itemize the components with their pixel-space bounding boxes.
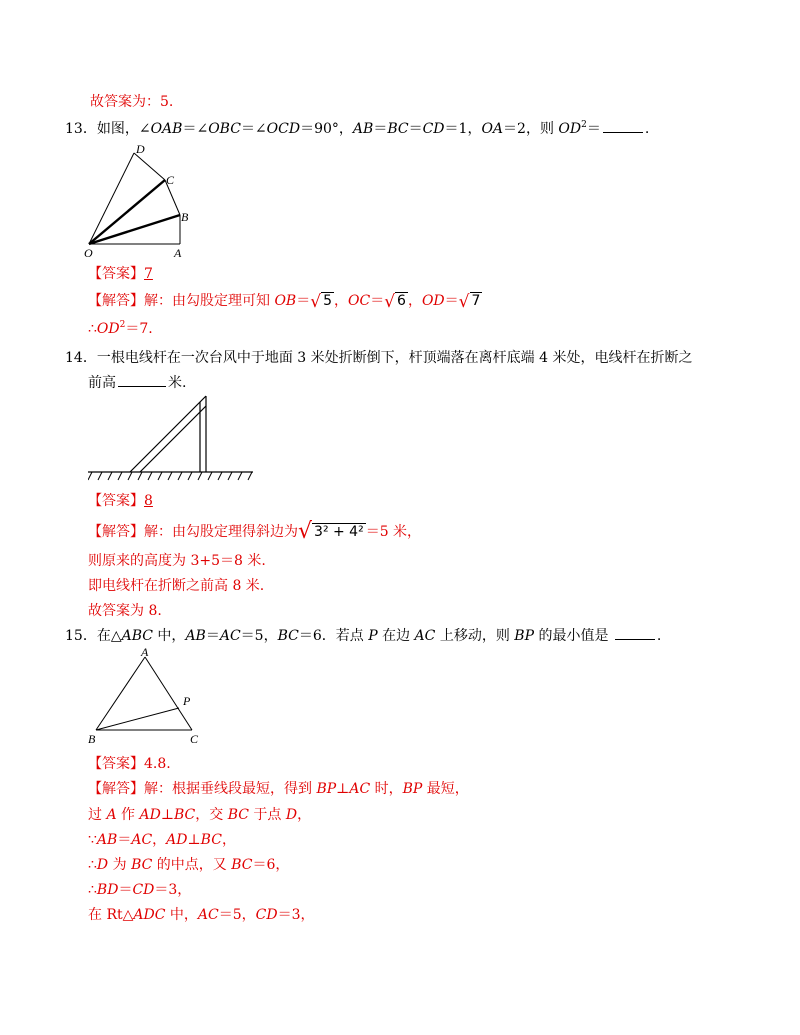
text: ＝ bbox=[586, 121, 601, 137]
seg-ac: AC bbox=[197, 907, 219, 923]
text: 中， bbox=[165, 907, 198, 923]
seg-ac: AC bbox=[131, 832, 153, 848]
text: 于点 bbox=[248, 807, 286, 823]
therefore-symbol: ∴ bbox=[88, 857, 97, 873]
seg-ab: AB bbox=[352, 121, 374, 137]
text: ＝7. bbox=[125, 321, 153, 337]
q14-stem-line1 bbox=[65, 349, 692, 367]
seg-ab: AB bbox=[185, 628, 206, 644]
label-b: B bbox=[181, 210, 189, 224]
sqrt-sign: √ bbox=[458, 292, 470, 312]
q15-analysis-line4 bbox=[88, 856, 289, 874]
sqrt-sign: √ bbox=[384, 292, 396, 312]
seg-ac: AC bbox=[219, 628, 241, 644]
label-c: C bbox=[190, 732, 199, 746]
text: 一根电线杆在一次台风中于地面 3 米处折断倒下，杆顶端落在离杆底端 4 米处，电线杆在折断之 bbox=[96, 350, 693, 366]
analysis-tag: 【解答】 bbox=[88, 524, 144, 540]
text: ＝5， bbox=[240, 628, 278, 644]
q14-answer bbox=[88, 492, 153, 510]
q15-analysis-line3 bbox=[88, 831, 236, 849]
text: 过 bbox=[88, 807, 107, 823]
text: 时， bbox=[370, 781, 403, 797]
perp-symbol: ⊥ bbox=[160, 807, 174, 823]
seg-cd: CD bbox=[132, 882, 155, 898]
label-p: P bbox=[183, 694, 191, 708]
text: ＝5， bbox=[218, 907, 256, 923]
answer-tag: 【答案】 bbox=[88, 266, 144, 282]
text: ＝6．若点 bbox=[298, 628, 369, 644]
angle-oab: OAB bbox=[150, 121, 183, 137]
because-symbol: ∵ bbox=[88, 832, 97, 848]
text: 解：由勾股定理可知 bbox=[144, 293, 275, 309]
point-d: D bbox=[285, 807, 298, 823]
answer-blank bbox=[603, 120, 643, 133]
answer-blank bbox=[615, 627, 655, 640]
text: 米. bbox=[168, 375, 187, 391]
radicand-7: 7 bbox=[471, 293, 481, 309]
seg-bc: BC bbox=[231, 857, 253, 873]
point-a: A bbox=[106, 807, 117, 823]
q13-number: 13． bbox=[65, 121, 97, 137]
text: 为 bbox=[108, 857, 132, 873]
q13-stem bbox=[65, 120, 649, 138]
text: 中， bbox=[152, 628, 186, 644]
q14-analysis-line4: 故答案为 8. bbox=[88, 603, 162, 619]
radicand: 3² + 4² bbox=[314, 524, 364, 540]
answer-tag: 【答案】 bbox=[88, 756, 144, 772]
answer-blank bbox=[118, 374, 166, 387]
seg-bc: BC bbox=[227, 807, 249, 823]
label-d: D bbox=[136, 142, 145, 156]
superscript: 2 bbox=[581, 120, 587, 130]
text: ＝ bbox=[117, 832, 132, 848]
text: ＝ bbox=[444, 293, 459, 309]
text: 如图，∠ bbox=[96, 121, 151, 137]
sqrt-sign: √ bbox=[310, 292, 322, 312]
q12-answer-conclusion: 故答案为：5. bbox=[90, 94, 174, 110]
text: 的中点，又 bbox=[152, 857, 232, 873]
sqrt-sign: √ bbox=[298, 519, 313, 544]
answer-value: 4.8. bbox=[144, 756, 171, 772]
analysis-tag: 【解答】 bbox=[88, 293, 144, 309]
text: ＝ bbox=[370, 293, 385, 309]
seg-od: OD bbox=[558, 121, 582, 137]
label-c: C bbox=[166, 173, 175, 187]
q14-stem-line2 bbox=[88, 374, 186, 392]
analysis-tag: 【解答】 bbox=[88, 781, 144, 797]
seg-ac: AC bbox=[414, 628, 436, 644]
text: ＝ bbox=[408, 121, 423, 137]
point-d: D bbox=[96, 857, 109, 873]
text: 的最小值是 bbox=[534, 628, 613, 644]
text: 在△ bbox=[96, 628, 122, 644]
text: ＝3， bbox=[154, 882, 192, 898]
text: ，交 bbox=[195, 807, 228, 823]
seg-bp: BP bbox=[402, 781, 423, 797]
q15-number: 15． bbox=[65, 628, 97, 644]
seg-oa: OA bbox=[481, 121, 504, 137]
text: ＝90°， bbox=[300, 121, 353, 137]
text: ， bbox=[152, 832, 167, 848]
seg-od: OD bbox=[96, 321, 120, 337]
text: ＝6， bbox=[252, 857, 290, 873]
q14-analysis-line3: 即电线杆在折断之前高 8 米. bbox=[88, 578, 265, 594]
seg-ab: AB bbox=[96, 832, 118, 848]
seg-bd: BD bbox=[96, 882, 119, 898]
triangle-abc: ABC bbox=[121, 628, 153, 644]
seg-bc: BC bbox=[277, 628, 299, 644]
point-p: P bbox=[368, 628, 378, 644]
seg-ad: AD bbox=[166, 832, 188, 848]
text: ＝3， bbox=[277, 907, 315, 923]
q15-analysis-line6 bbox=[88, 906, 315, 924]
text: 在边 bbox=[377, 628, 415, 644]
seg-ob: OB bbox=[274, 293, 297, 309]
q14-analysis bbox=[88, 519, 422, 544]
seg-bc: BC bbox=[174, 807, 196, 823]
radicand-5: 5 bbox=[323, 293, 332, 309]
perp-symbol: ⊥ bbox=[187, 832, 201, 848]
seg-bp: BP bbox=[316, 781, 337, 797]
q15-figure bbox=[86, 645, 206, 747]
text: . bbox=[644, 121, 650, 137]
seg-ac: AC bbox=[349, 781, 371, 797]
q13-conclusion bbox=[88, 320, 153, 338]
seg-ad: AD bbox=[139, 807, 161, 823]
seg-bp: BP bbox=[514, 628, 534, 644]
q13-answer bbox=[88, 265, 153, 283]
text: ＝ bbox=[373, 121, 388, 137]
text: 最短， bbox=[422, 781, 469, 797]
text: ＝2，则 bbox=[503, 121, 559, 137]
answer-value: 8 bbox=[144, 493, 153, 509]
superscript: 2 bbox=[119, 320, 126, 330]
label-o: O bbox=[84, 246, 93, 260]
seg-oc: OC bbox=[347, 293, 371, 309]
text: 在 Rt△ bbox=[88, 907, 134, 923]
seg-cd: CD bbox=[255, 907, 278, 923]
q14-analysis-line2: 则原来的高度为 3+5＝8 米. bbox=[88, 553, 266, 569]
q15-analysis-line5 bbox=[88, 881, 191, 899]
q13-analysis bbox=[88, 292, 482, 311]
angle-obc: OBC bbox=[208, 121, 241, 137]
q15-stem bbox=[65, 627, 661, 645]
text: ＝ bbox=[205, 628, 220, 644]
radicand-6: 6 bbox=[397, 293, 406, 309]
q15-analysis-line2 bbox=[88, 806, 311, 824]
seg-bc: BC bbox=[131, 857, 153, 873]
q14-number: 14． bbox=[65, 350, 97, 366]
text: 前高 bbox=[88, 375, 116, 391]
seg-bc: BC bbox=[200, 832, 222, 848]
text: ＝ bbox=[118, 882, 133, 898]
therefore-symbol: ∴ bbox=[88, 321, 97, 337]
text: 解：根据垂线段最短，得到 bbox=[144, 781, 317, 797]
therefore-symbol: ∴ bbox=[88, 882, 97, 898]
label-a: A bbox=[174, 246, 182, 260]
answer-value: 7 bbox=[144, 266, 153, 282]
q13-figure bbox=[84, 140, 194, 262]
q15-answer bbox=[88, 755, 171, 773]
triangle-adc: ADC bbox=[133, 907, 166, 923]
text: 解：由勾股定理得斜边为 bbox=[144, 524, 298, 540]
label-b: B bbox=[88, 732, 96, 746]
answer-tag: 【答案】 bbox=[88, 493, 144, 509]
text: 作 bbox=[116, 807, 140, 823]
text: ＝5 米， bbox=[365, 524, 422, 540]
seg-bc: BC bbox=[387, 121, 409, 137]
text: ， bbox=[333, 293, 348, 309]
q15-analysis-line1 bbox=[88, 780, 469, 798]
text: 上移动，则 bbox=[435, 628, 515, 644]
label-a: A bbox=[141, 645, 149, 659]
text: ＝∠ bbox=[182, 121, 209, 137]
q14-figure bbox=[88, 392, 258, 484]
text: . bbox=[656, 628, 662, 644]
text: ， bbox=[221, 832, 236, 848]
perp-symbol: ⊥ bbox=[336, 781, 350, 797]
text: ＝1， bbox=[444, 121, 482, 137]
text: ＝ bbox=[296, 293, 311, 309]
text: ， bbox=[407, 293, 422, 309]
seg-od: OD bbox=[421, 293, 445, 309]
text: ＝∠ bbox=[240, 121, 267, 137]
angle-ocd: OCD bbox=[266, 121, 301, 137]
seg-cd: CD bbox=[422, 121, 445, 137]
text: ， bbox=[297, 807, 312, 823]
